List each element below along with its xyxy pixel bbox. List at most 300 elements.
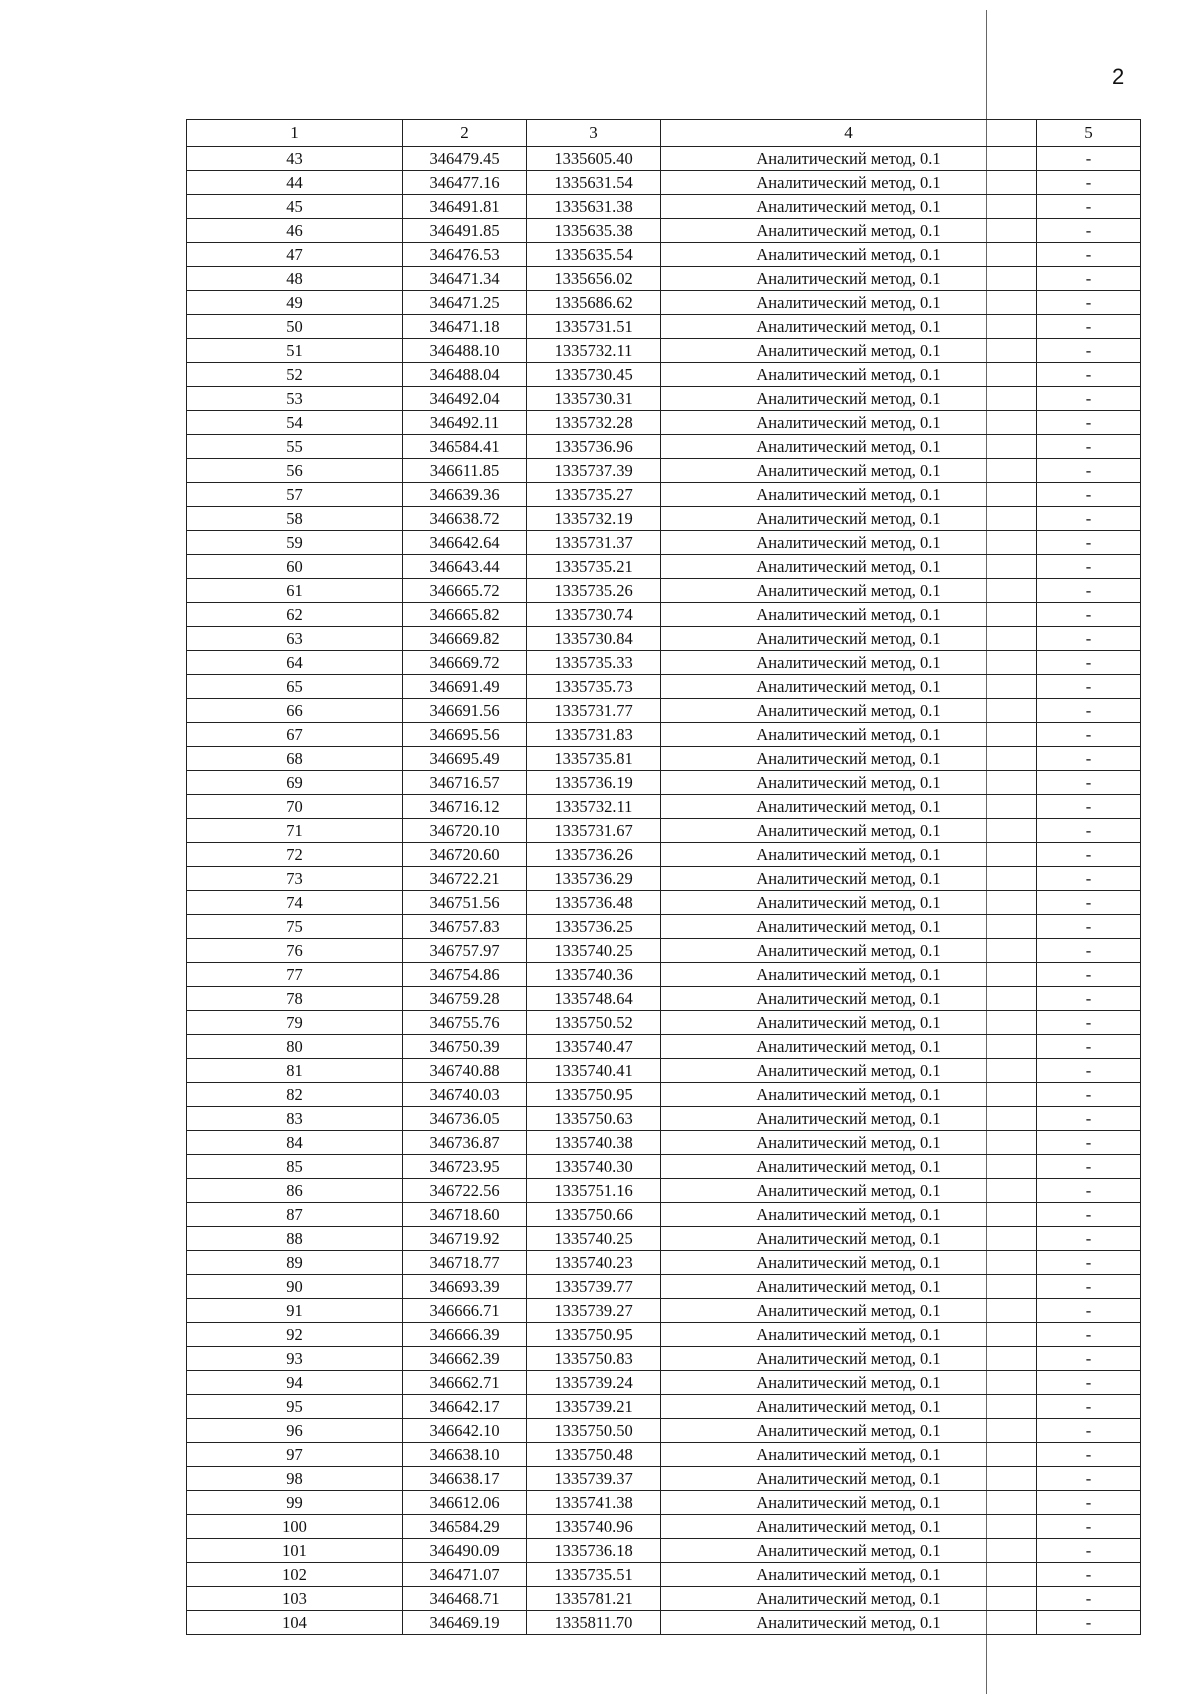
method-cell: Аналитический метод, 0.1: [661, 1419, 1037, 1443]
point-number-cell: 51: [187, 339, 403, 363]
y-coordinate-cell: 1335735.81: [527, 747, 661, 771]
y-coordinate-cell: 1335730.84: [527, 627, 661, 651]
description-cell: -: [1037, 1419, 1141, 1443]
point-number-cell: 96: [187, 1419, 403, 1443]
method-cell: Аналитический метод, 0.1: [661, 1107, 1037, 1131]
description-cell: -: [1037, 1011, 1141, 1035]
description-cell: -: [1037, 771, 1141, 795]
method-cell: Аналитический метод, 0.1: [661, 1299, 1037, 1323]
y-coordinate-cell: 1335736.19: [527, 771, 661, 795]
x-coordinate-cell: 346719.92: [403, 1227, 527, 1251]
table-row: [187, 531, 1141, 555]
method-cell: Аналитический метод, 0.1: [661, 1059, 1037, 1083]
table-row: [187, 339, 1141, 363]
description-cell: -: [1037, 459, 1141, 483]
method-cell: Аналитический метод, 0.1: [661, 1371, 1037, 1395]
x-coordinate-cell: 346669.82: [403, 627, 527, 651]
y-coordinate-cell: 1335781.21: [527, 1587, 661, 1611]
method-cell: Аналитический метод, 0.1: [661, 1083, 1037, 1107]
method-cell: Аналитический метод, 0.1: [661, 315, 1037, 339]
x-coordinate-cell: 346584.29: [403, 1515, 527, 1539]
table-row: [187, 579, 1141, 603]
table-row: [187, 1251, 1141, 1275]
table-row: [187, 1515, 1141, 1539]
table-row: [187, 555, 1141, 579]
point-number-cell: 72: [187, 843, 403, 867]
description-cell: -: [1037, 939, 1141, 963]
description-cell: -: [1037, 243, 1141, 267]
y-coordinate-cell: 1335750.83: [527, 1347, 661, 1371]
x-coordinate-cell: 346665.82: [403, 603, 527, 627]
table-row: [187, 291, 1141, 315]
point-number-cell: 101: [187, 1539, 403, 1563]
method-cell: Аналитический метод, 0.1: [661, 1539, 1037, 1563]
y-coordinate-cell: 1335740.25: [527, 1227, 661, 1251]
x-coordinate-cell: 346716.12: [403, 795, 527, 819]
point-number-cell: 44: [187, 171, 403, 195]
point-number-cell: 78: [187, 987, 403, 1011]
point-number-cell: 83: [187, 1107, 403, 1131]
point-number-cell: 57: [187, 483, 403, 507]
y-coordinate-cell: 1335740.47: [527, 1035, 661, 1059]
x-coordinate-cell: 346476.53: [403, 243, 527, 267]
description-cell: -: [1037, 1179, 1141, 1203]
x-coordinate-cell: 346759.28: [403, 987, 527, 1011]
table-row: [187, 1419, 1141, 1443]
table-row: [187, 1203, 1141, 1227]
description-cell: -: [1037, 1131, 1141, 1155]
method-cell: Аналитический метод, 0.1: [661, 915, 1037, 939]
point-number-cell: 95: [187, 1395, 403, 1419]
x-coordinate-cell: 346638.72: [403, 507, 527, 531]
x-coordinate-cell: 346471.34: [403, 267, 527, 291]
point-number-cell: 46: [187, 219, 403, 243]
column-header-4: 4: [661, 120, 1037, 147]
column-header-5: 5: [1037, 120, 1141, 147]
point-number-cell: 62: [187, 603, 403, 627]
point-number-cell: 65: [187, 675, 403, 699]
table-row: [187, 1491, 1141, 1515]
x-coordinate-cell: 346639.36: [403, 483, 527, 507]
x-coordinate-cell: 346488.04: [403, 363, 527, 387]
description-cell: -: [1037, 387, 1141, 411]
point-number-cell: 74: [187, 891, 403, 915]
x-coordinate-cell: 346666.39: [403, 1323, 527, 1347]
y-coordinate-cell: 1335739.37: [527, 1467, 661, 1491]
method-cell: Аналитический метод, 0.1: [661, 939, 1037, 963]
method-cell: Аналитический метод, 0.1: [661, 459, 1037, 483]
x-coordinate-cell: 346471.07: [403, 1563, 527, 1587]
point-number-cell: 56: [187, 459, 403, 483]
description-cell: -: [1037, 483, 1141, 507]
point-number-cell: 86: [187, 1179, 403, 1203]
method-cell: Аналитический метод, 0.1: [661, 891, 1037, 915]
method-cell: Аналитический метод, 0.1: [661, 1611, 1037, 1635]
description-cell: -: [1037, 1515, 1141, 1539]
method-cell: Аналитический метод, 0.1: [661, 867, 1037, 891]
point-number-cell: 68: [187, 747, 403, 771]
y-coordinate-cell: 1335740.25: [527, 939, 661, 963]
y-coordinate-cell: 1335730.74: [527, 603, 661, 627]
x-coordinate-cell: 346479.45: [403, 147, 527, 171]
description-cell: -: [1037, 291, 1141, 315]
point-number-cell: 91: [187, 1299, 403, 1323]
y-coordinate-cell: 1335750.52: [527, 1011, 661, 1035]
description-cell: -: [1037, 1059, 1141, 1083]
table-row: [187, 795, 1141, 819]
point-number-cell: 61: [187, 579, 403, 603]
y-coordinate-cell: 1335750.66: [527, 1203, 661, 1227]
x-coordinate-cell: 346638.17: [403, 1467, 527, 1491]
description-cell: -: [1037, 723, 1141, 747]
method-cell: Аналитический метод, 0.1: [661, 1347, 1037, 1371]
x-coordinate-cell: 346492.11: [403, 411, 527, 435]
point-number-cell: 77: [187, 963, 403, 987]
description-cell: -: [1037, 891, 1141, 915]
method-cell: Аналитический метод, 0.1: [661, 1131, 1037, 1155]
y-coordinate-cell: 1335737.39: [527, 459, 661, 483]
description-cell: -: [1037, 1323, 1141, 1347]
x-coordinate-cell: 346754.86: [403, 963, 527, 987]
description-cell: -: [1037, 915, 1141, 939]
table-row: [187, 1131, 1141, 1155]
table-header-row: [187, 120, 1141, 147]
point-number-cell: 79: [187, 1011, 403, 1035]
coordinates-table: [186, 119, 1141, 1635]
y-coordinate-cell: 1335739.77: [527, 1275, 661, 1299]
method-cell: Аналитический метод, 0.1: [661, 363, 1037, 387]
y-coordinate-cell: 1335736.26: [527, 843, 661, 867]
x-coordinate-cell: 346611.85: [403, 459, 527, 483]
y-coordinate-cell: 1335740.30: [527, 1155, 661, 1179]
y-coordinate-cell: 1335739.27: [527, 1299, 661, 1323]
description-cell: -: [1037, 1587, 1141, 1611]
y-coordinate-cell: 1335735.21: [527, 555, 661, 579]
table-row: [187, 1275, 1141, 1299]
table-row: [187, 459, 1141, 483]
method-cell: Аналитический метод, 0.1: [661, 1323, 1037, 1347]
y-coordinate-cell: 1335735.51: [527, 1563, 661, 1587]
x-coordinate-cell: 346662.71: [403, 1371, 527, 1395]
description-cell: -: [1037, 267, 1141, 291]
description-cell: -: [1037, 1203, 1141, 1227]
table-row: [187, 915, 1141, 939]
point-number-cell: 54: [187, 411, 403, 435]
x-coordinate-cell: 346469.19: [403, 1611, 527, 1635]
table-row: [187, 1299, 1141, 1323]
description-cell: -: [1037, 1539, 1141, 1563]
point-number-cell: 53: [187, 387, 403, 411]
point-number-cell: 49: [187, 291, 403, 315]
y-coordinate-cell: 1335605.40: [527, 147, 661, 171]
table-row: [187, 987, 1141, 1011]
x-coordinate-cell: 346723.95: [403, 1155, 527, 1179]
method-cell: Аналитический метод, 0.1: [661, 651, 1037, 675]
y-coordinate-cell: 1335686.62: [527, 291, 661, 315]
y-coordinate-cell: 1335750.63: [527, 1107, 661, 1131]
point-number-cell: 45: [187, 195, 403, 219]
table-row: [187, 411, 1141, 435]
method-cell: Аналитический метод, 0.1: [661, 1395, 1037, 1419]
x-coordinate-cell: 346720.10: [403, 819, 527, 843]
method-cell: Аналитический метод, 0.1: [661, 171, 1037, 195]
method-cell: Аналитический метод, 0.1: [661, 699, 1037, 723]
description-cell: -: [1037, 507, 1141, 531]
method-cell: Аналитический метод, 0.1: [661, 291, 1037, 315]
description-cell: -: [1037, 627, 1141, 651]
y-coordinate-cell: 1335732.11: [527, 339, 661, 363]
table-row: [187, 1227, 1141, 1251]
table-row: [187, 1587, 1141, 1611]
description-cell: -: [1037, 795, 1141, 819]
description-cell: -: [1037, 843, 1141, 867]
point-number-cell: 67: [187, 723, 403, 747]
point-number-cell: 73: [187, 867, 403, 891]
table-row: [187, 1155, 1141, 1179]
method-cell: Аналитический метод, 0.1: [661, 1275, 1037, 1299]
point-number-cell: 76: [187, 939, 403, 963]
table-row: [187, 1539, 1141, 1563]
table-row: [187, 651, 1141, 675]
x-coordinate-cell: 346740.88: [403, 1059, 527, 1083]
x-coordinate-cell: 346643.44: [403, 555, 527, 579]
x-coordinate-cell: 346584.41: [403, 435, 527, 459]
x-coordinate-cell: 346669.72: [403, 651, 527, 675]
point-number-cell: 69: [187, 771, 403, 795]
description-cell: -: [1037, 963, 1141, 987]
y-coordinate-cell: 1335735.33: [527, 651, 661, 675]
method-cell: Аналитический метод, 0.1: [661, 963, 1037, 987]
description-cell: -: [1037, 747, 1141, 771]
point-number-cell: 70: [187, 795, 403, 819]
x-coordinate-cell: 346638.10: [403, 1443, 527, 1467]
point-number-cell: 93: [187, 1347, 403, 1371]
x-coordinate-cell: 346751.56: [403, 891, 527, 915]
method-cell: Аналитический метод, 0.1: [661, 483, 1037, 507]
table-row: [187, 1179, 1141, 1203]
point-number-cell: 63: [187, 627, 403, 651]
method-cell: Аналитический метод, 0.1: [661, 1491, 1037, 1515]
point-number-cell: 87: [187, 1203, 403, 1227]
method-cell: Аналитический метод, 0.1: [661, 387, 1037, 411]
method-cell: Аналитический метод, 0.1: [661, 579, 1037, 603]
method-cell: Аналитический метод, 0.1: [661, 819, 1037, 843]
x-coordinate-cell: 346736.87: [403, 1131, 527, 1155]
table-row: [187, 843, 1141, 867]
table-row: [187, 267, 1141, 291]
method-cell: Аналитический метод, 0.1: [661, 723, 1037, 747]
description-cell: -: [1037, 1611, 1141, 1635]
description-cell: -: [1037, 219, 1141, 243]
point-number-cell: 99: [187, 1491, 403, 1515]
y-coordinate-cell: 1335631.54: [527, 171, 661, 195]
y-coordinate-cell: 1335732.19: [527, 507, 661, 531]
method-cell: Аналитический метод, 0.1: [661, 195, 1037, 219]
y-coordinate-cell: 1335811.70: [527, 1611, 661, 1635]
method-cell: Аналитический метод, 0.1: [661, 1515, 1037, 1539]
y-coordinate-cell: 1335748.64: [527, 987, 661, 1011]
point-number-cell: 94: [187, 1371, 403, 1395]
method-cell: Аналитический метод, 0.1: [661, 531, 1037, 555]
y-coordinate-cell: 1335731.51: [527, 315, 661, 339]
table-row: [187, 603, 1141, 627]
table-row: [187, 1347, 1141, 1371]
method-cell: Аналитический метод, 0.1: [661, 1587, 1037, 1611]
y-coordinate-cell: 1335635.38: [527, 219, 661, 243]
method-cell: Аналитический метод, 0.1: [661, 1179, 1037, 1203]
x-coordinate-cell: 346665.72: [403, 579, 527, 603]
point-number-cell: 90: [187, 1275, 403, 1299]
description-cell: -: [1037, 555, 1141, 579]
method-cell: Аналитический метод, 0.1: [661, 1443, 1037, 1467]
y-coordinate-cell: 1335740.38: [527, 1131, 661, 1155]
x-coordinate-cell: 346691.56: [403, 699, 527, 723]
table-row: [187, 1371, 1141, 1395]
x-coordinate-cell: 346718.77: [403, 1251, 527, 1275]
point-number-cell: 80: [187, 1035, 403, 1059]
point-number-cell: 103: [187, 1587, 403, 1611]
table-row: [187, 675, 1141, 699]
y-coordinate-cell: 1335739.21: [527, 1395, 661, 1419]
x-coordinate-cell: 346722.56: [403, 1179, 527, 1203]
description-cell: -: [1037, 1155, 1141, 1179]
table-row: [187, 1563, 1141, 1587]
description-cell: -: [1037, 699, 1141, 723]
point-number-cell: 50: [187, 315, 403, 339]
method-cell: Аналитический метод, 0.1: [661, 627, 1037, 651]
y-coordinate-cell: 1335736.29: [527, 867, 661, 891]
y-coordinate-cell: 1335656.02: [527, 267, 661, 291]
description-cell: -: [1037, 363, 1141, 387]
x-coordinate-cell: 346757.83: [403, 915, 527, 939]
y-coordinate-cell: 1335750.95: [527, 1083, 661, 1107]
y-coordinate-cell: 1335631.38: [527, 195, 661, 219]
table-row: [187, 243, 1141, 267]
point-number-cell: 81: [187, 1059, 403, 1083]
description-cell: -: [1037, 1563, 1141, 1587]
table-row: [187, 1611, 1141, 1635]
x-coordinate-cell: 346471.25: [403, 291, 527, 315]
method-cell: Аналитический метод, 0.1: [661, 1227, 1037, 1251]
table-row: [187, 939, 1141, 963]
point-number-cell: 82: [187, 1083, 403, 1107]
y-coordinate-cell: 1335732.28: [527, 411, 661, 435]
y-coordinate-cell: 1335739.24: [527, 1371, 661, 1395]
table-row: [187, 171, 1141, 195]
description-cell: -: [1037, 1275, 1141, 1299]
x-coordinate-cell: 346695.49: [403, 747, 527, 771]
point-number-cell: 58: [187, 507, 403, 531]
x-coordinate-cell: 346662.39: [403, 1347, 527, 1371]
column-header-3: 3: [527, 120, 661, 147]
method-cell: Аналитический метод, 0.1: [661, 747, 1037, 771]
description-cell: -: [1037, 651, 1141, 675]
column-header-2: 2: [403, 120, 527, 147]
description-cell: -: [1037, 579, 1141, 603]
x-coordinate-cell: 346666.71: [403, 1299, 527, 1323]
point-number-cell: 98: [187, 1467, 403, 1491]
table-row: [187, 195, 1141, 219]
method-cell: Аналитический метод, 0.1: [661, 1203, 1037, 1227]
table-row: [187, 1443, 1141, 1467]
table-row: [187, 363, 1141, 387]
point-number-cell: 64: [187, 651, 403, 675]
method-cell: Аналитический метод, 0.1: [661, 555, 1037, 579]
method-cell: Аналитический метод, 0.1: [661, 435, 1037, 459]
x-coordinate-cell: 346490.09: [403, 1539, 527, 1563]
x-coordinate-cell: 346642.64: [403, 531, 527, 555]
table-row: [187, 1395, 1141, 1419]
description-cell: -: [1037, 987, 1141, 1011]
method-cell: Аналитический метод, 0.1: [661, 1251, 1037, 1275]
description-cell: -: [1037, 435, 1141, 459]
page-number: 2: [1112, 64, 1125, 89]
description-cell: -: [1037, 603, 1141, 627]
y-coordinate-cell: 1335736.48: [527, 891, 661, 915]
point-number-cell: 104: [187, 1611, 403, 1635]
method-cell: Аналитический метод, 0.1: [661, 339, 1037, 363]
table-row: [187, 1083, 1141, 1107]
y-coordinate-cell: 1335730.31: [527, 387, 661, 411]
x-coordinate-cell: 346491.81: [403, 195, 527, 219]
y-coordinate-cell: 1335731.77: [527, 699, 661, 723]
table-row: [187, 483, 1141, 507]
description-cell: -: [1037, 1467, 1141, 1491]
point-number-cell: 85: [187, 1155, 403, 1179]
x-coordinate-cell: 346691.49: [403, 675, 527, 699]
x-coordinate-cell: 346718.60: [403, 1203, 527, 1227]
method-cell: Аналитический метод, 0.1: [661, 1035, 1037, 1059]
table-row: [187, 699, 1141, 723]
description-cell: -: [1037, 1227, 1141, 1251]
x-coordinate-cell: 346755.76: [403, 1011, 527, 1035]
method-cell: Аналитический метод, 0.1: [661, 507, 1037, 531]
point-number-cell: 48: [187, 267, 403, 291]
method-cell: Аналитический метод, 0.1: [661, 603, 1037, 627]
method-cell: Аналитический метод, 0.1: [661, 147, 1037, 171]
method-cell: Аналитический метод, 0.1: [661, 267, 1037, 291]
table-row: [187, 891, 1141, 915]
table-row: [187, 1059, 1141, 1083]
x-coordinate-cell: 346720.60: [403, 843, 527, 867]
table-row: [187, 1323, 1141, 1347]
x-coordinate-cell: 346491.85: [403, 219, 527, 243]
point-number-cell: 88: [187, 1227, 403, 1251]
point-number-cell: 55: [187, 435, 403, 459]
table-row: [187, 723, 1141, 747]
table-row: [187, 963, 1141, 987]
x-coordinate-cell: 346695.56: [403, 723, 527, 747]
point-number-cell: 43: [187, 147, 403, 171]
y-coordinate-cell: 1335736.18: [527, 1539, 661, 1563]
point-number-cell: 84: [187, 1131, 403, 1155]
method-cell: Аналитический метод, 0.1: [661, 843, 1037, 867]
method-cell: Аналитический метод, 0.1: [661, 795, 1037, 819]
y-coordinate-cell: 1335731.67: [527, 819, 661, 843]
y-coordinate-cell: 1335741.38: [527, 1491, 661, 1515]
point-number-cell: 59: [187, 531, 403, 555]
description-cell: -: [1037, 171, 1141, 195]
x-coordinate-cell: 346716.57: [403, 771, 527, 795]
description-cell: -: [1037, 675, 1141, 699]
description-cell: -: [1037, 1083, 1141, 1107]
table-row: [187, 1011, 1141, 1035]
x-coordinate-cell: 346693.39: [403, 1275, 527, 1299]
x-coordinate-cell: 346757.97: [403, 939, 527, 963]
y-coordinate-cell: 1335750.48: [527, 1443, 661, 1467]
point-number-cell: 100: [187, 1515, 403, 1539]
x-coordinate-cell: 346492.04: [403, 387, 527, 411]
